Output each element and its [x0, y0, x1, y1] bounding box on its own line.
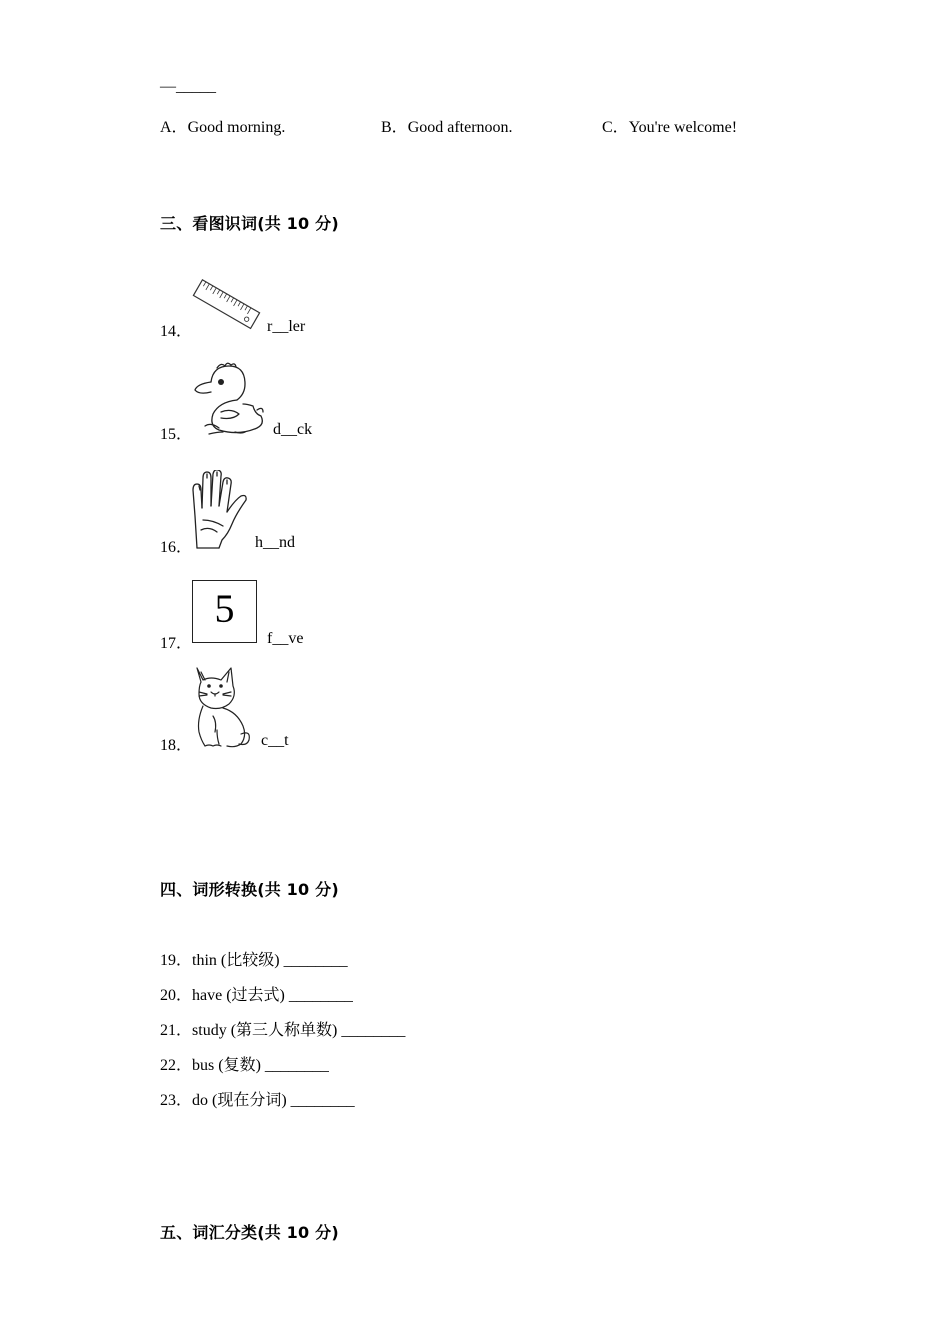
- question-number: 23．: [160, 1092, 193, 1109]
- question-text: study (第三人称单数) ________: [192, 1022, 406, 1039]
- question-text: bus (复数) ________: [192, 1057, 329, 1074]
- question-number: 15．: [160, 426, 193, 443]
- word-blank: c__t: [261, 732, 289, 749]
- question-text: do (现在分词) ________: [192, 1092, 355, 1109]
- option-letter: B．: [381, 119, 408, 136]
- dialog-blank: —_____: [160, 78, 216, 95]
- list-item: [160, 982, 353, 1005]
- word-blank: d__ck: [273, 421, 313, 438]
- question-number: 19．: [160, 952, 193, 969]
- list-item: [160, 1052, 329, 1075]
- option-text: You're welcome!: [628, 119, 738, 136]
- option-b: [381, 114, 513, 137]
- ruler-icon: [191, 276, 261, 334]
- digit-label: 5: [214, 586, 235, 631]
- word-blank: f__ve: [267, 630, 304, 647]
- option-c: [602, 114, 737, 137]
- question-text: thin (比较级) ________: [192, 952, 348, 969]
- question-text: have (过去式) ________: [192, 987, 353, 1004]
- list-item: [160, 1017, 405, 1040]
- cat-icon: [189, 664, 255, 748]
- question-number: 21．: [160, 1022, 193, 1039]
- number-five-icon: [192, 580, 257, 643]
- question-number: 14．: [160, 323, 193, 340]
- hand-icon: [189, 470, 249, 550]
- section-title-picture-words: 三、看图识词(共 10 分): [160, 214, 339, 233]
- word-blank: r__ler: [267, 318, 306, 335]
- duck-icon: [191, 360, 267, 438]
- section-title-word-classification: 五、词汇分类(共 10 分): [160, 1223, 339, 1242]
- list-item: [160, 1087, 355, 1110]
- option-text: Good afternoon.: [407, 119, 513, 136]
- option-letter: C．: [602, 119, 629, 136]
- question-number: 16．: [160, 539, 193, 556]
- option-a: [160, 114, 285, 137]
- question-number: 22．: [160, 1057, 193, 1074]
- question-number: 18．: [160, 737, 193, 754]
- option-letter: A．: [160, 119, 188, 136]
- question-number: 20．: [160, 987, 193, 1004]
- section-title-word-forms: 四、词形转换(共 10 分): [160, 880, 339, 899]
- option-text: Good morning.: [187, 119, 286, 136]
- list-item: [160, 947, 348, 970]
- word-blank: h__nd: [255, 534, 295, 551]
- question-number: 17．: [160, 635, 193, 652]
